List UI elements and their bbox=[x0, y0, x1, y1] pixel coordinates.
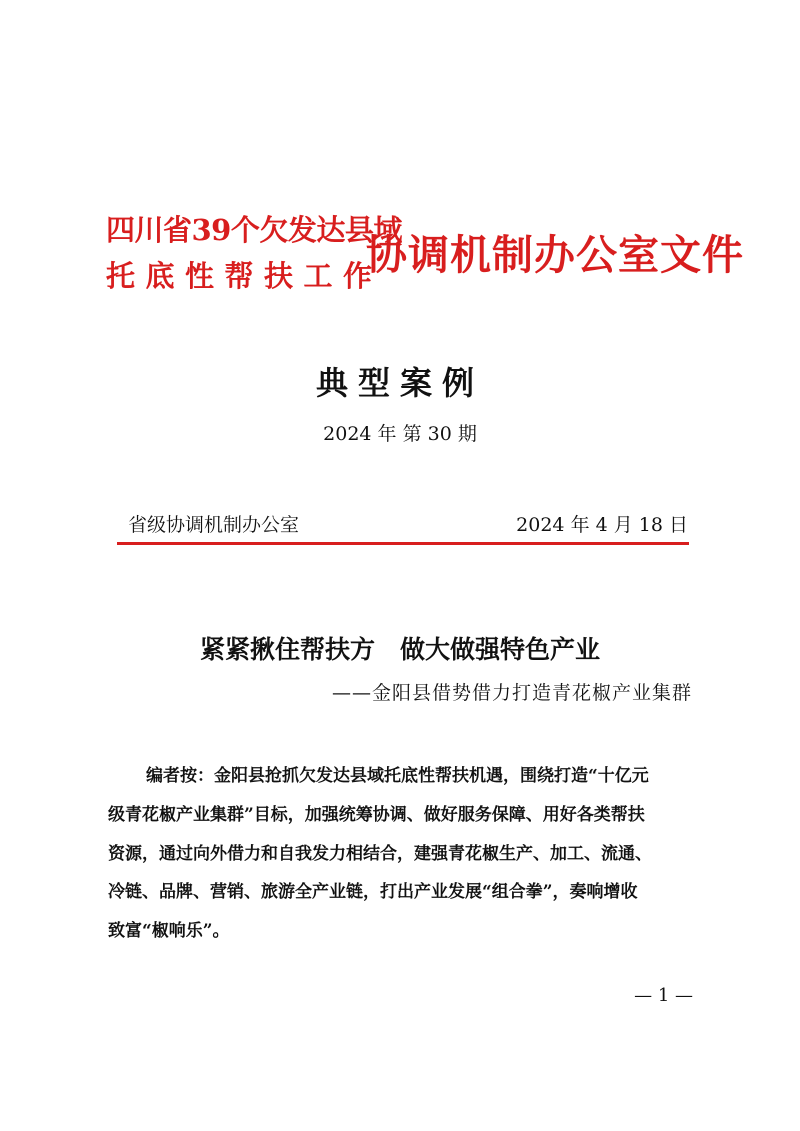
letterhead-left bbox=[106, 212, 402, 294]
editor-note-line: 编者按：金阳县抢抓欠发达县域托底性帮扶机遇，围绕打造“十亿元 bbox=[146, 766, 649, 786]
issue-date: 2024 年 4 月 18 日 bbox=[516, 514, 688, 536]
issue-number: 2024 年 第 30 期 bbox=[323, 423, 477, 445]
page-number: — 1 — bbox=[634, 985, 693, 1006]
issuer: 省级协调机制办公室 bbox=[128, 514, 300, 536]
editor-note bbox=[108, 757, 692, 951]
editor-note-line: 级青花椒产业集群”目标，加强统筹协调、做好服务保障、用好各类帮扶 bbox=[108, 804, 645, 825]
article-title: 紧紧揪住帮扶方 做大做强特色产业 bbox=[199, 635, 600, 664]
editor-note-line: 资源，通过向外借力和自我发力相结合，建强青花椒生产、加工、流通、 bbox=[108, 843, 652, 864]
letterhead-left-line2: 托底性帮扶工作 bbox=[106, 259, 383, 293]
letterhead-right: 协调机制办公室文件 bbox=[366, 231, 744, 279]
editor-note-line: 致富“椒响乐”。 bbox=[108, 921, 230, 942]
editor-note-line: 冷链、品牌、营销、旅游全产业链，打出产业发展“组合拳”，奏响增收 bbox=[108, 882, 638, 903]
document-type: 典型案例 bbox=[315, 364, 484, 402]
article-subtitle: ——金阳县借势借力打造青花椒产业集群 bbox=[331, 682, 692, 704]
red-divider bbox=[117, 542, 689, 545]
letterhead-left-line1: 四川省39个欠发达县域 bbox=[106, 213, 402, 247]
